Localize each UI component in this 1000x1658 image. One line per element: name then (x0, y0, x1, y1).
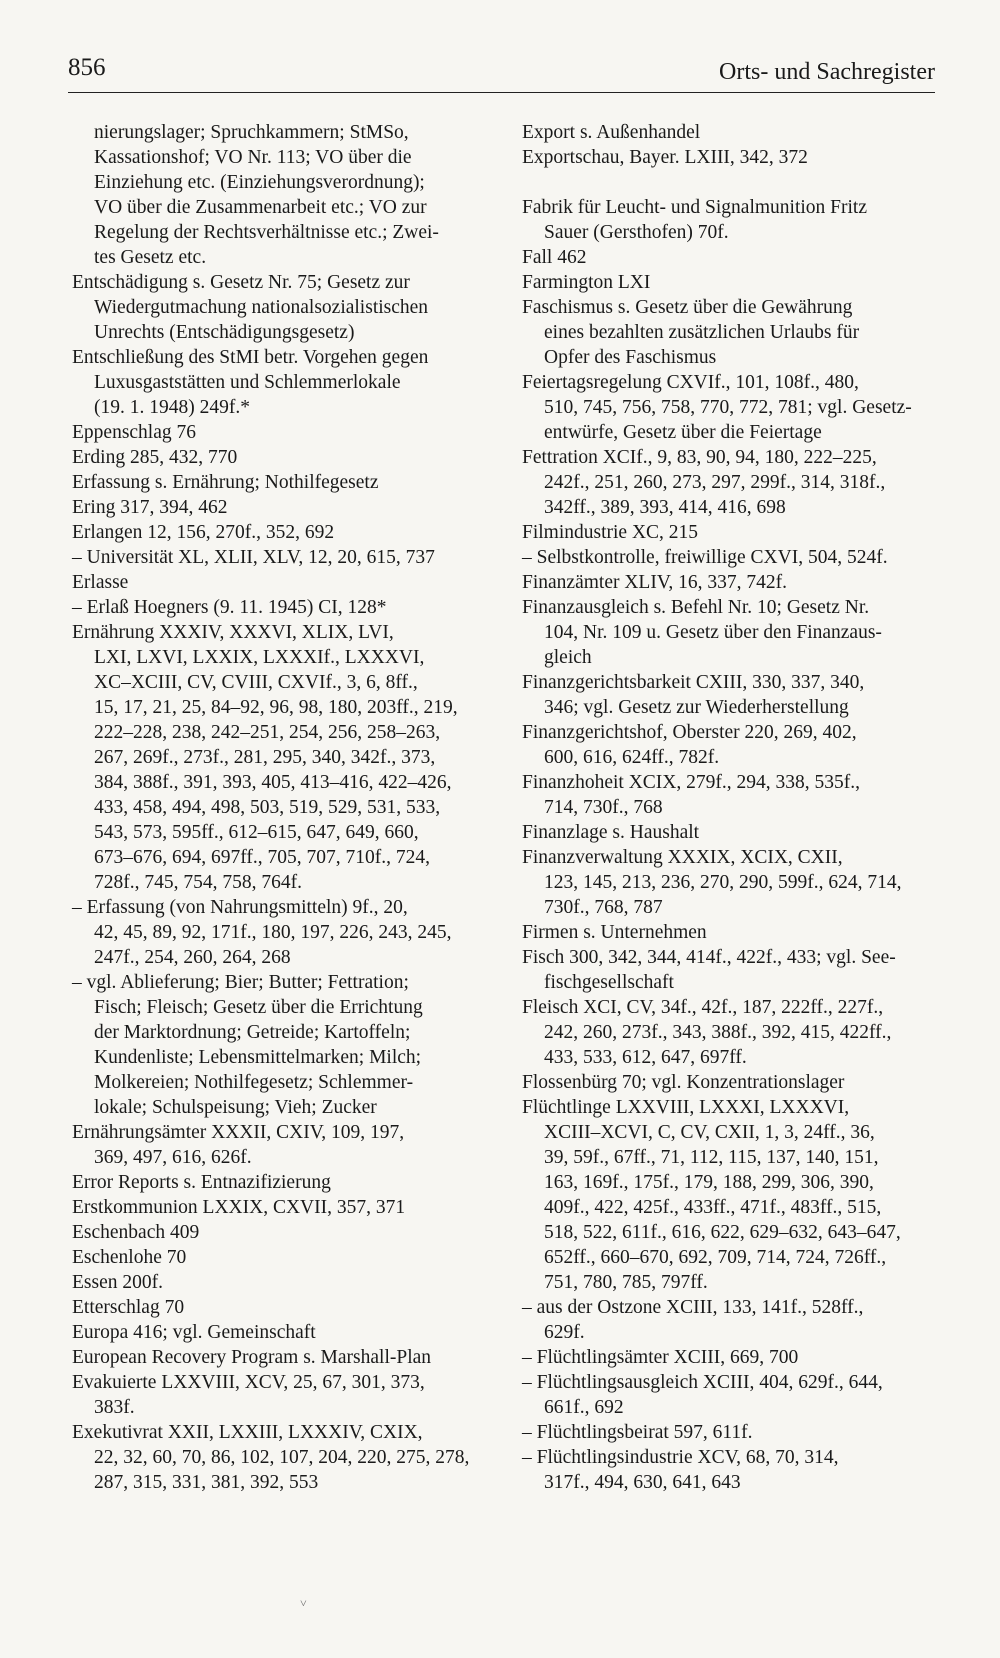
index-entry-line: – Flüchtlingsindustrie XCV, 68, 70, 314, (522, 1447, 839, 1468)
index-entry (72, 270, 482, 345)
index-entry (72, 1195, 482, 1220)
index-entry-line: Entschädigung s. Gesetz Nr. 75; Gesetz zur (72, 272, 410, 293)
index-entry-line: – Erfassung (von Nahrungsmitteln) 9f., 20, (72, 897, 408, 918)
index-entry-line: gleich (544, 647, 592, 668)
index-entry-line: 242f., 251, 260, 273, 297, 299f., 314, 318f., (544, 472, 886, 493)
index-entry (522, 1295, 938, 1345)
index-entry-line: nierungslager; Spruchkammern; StMSo, (94, 122, 409, 143)
index-entry-line: Finanzämter XLIV, 16, 337, 742f. (522, 572, 788, 593)
index-entry-line: Erfassung s. Ernährung; Nothilfegesetz (72, 472, 379, 493)
index-entry (522, 195, 938, 245)
index-entry-line: Fisch; Fleisch; Gesetz über die Errichtung (94, 997, 423, 1018)
index-entry (72, 1345, 482, 1370)
index-entry-line: 42, 45, 89, 92, 171f., 180, 197, 226, 243, 245, (94, 922, 452, 943)
index-entry-line: 728f., 745, 754, 758, 764f. (94, 872, 302, 893)
page-header (68, 52, 935, 93)
index-entry-line: Evakuierte LXXVIII, XCV, 25, 67, 301, 373, (72, 1372, 425, 1393)
index-entry-line: Entschließung des StMI betr. Vorgehen gegen (72, 347, 429, 368)
index-entry (522, 995, 938, 1070)
index-entry (522, 945, 938, 995)
running-title: Orts- und Sachregister (719, 59, 935, 85)
index-entry (72, 595, 482, 620)
index-entry-line: 714, 730f., 768 (544, 797, 663, 818)
index-entry-line: Finanzlage s. Haushalt (522, 822, 700, 843)
index-entry (72, 120, 482, 270)
index-entry (72, 545, 482, 570)
index-entry-line: Feiertagsregelung CXVIf., 101, 108f., 480, (522, 372, 859, 393)
index-entry-line: Filmindustrie XC, 215 (522, 522, 699, 543)
index-entry-line: Regelung der Rechtsverhältnisse etc.; Zwei- (94, 222, 439, 243)
index-entry-line: lokale; Schulspeisung; Vieh; Zucker (94, 1097, 377, 1118)
index-entry-line: 629f. (544, 1322, 585, 1343)
index-entry-line: Eschenbach 409 (72, 1222, 200, 1243)
index-entry (522, 295, 938, 370)
index-entry-line: 383f. (94, 1397, 135, 1418)
index-entry (72, 1270, 482, 1295)
index-entry-line: 433, 533, 612, 647, 697ff. (544, 1047, 747, 1068)
index-entry-line: Erlasse (72, 572, 129, 593)
index-entry (72, 620, 482, 895)
index-entry (522, 820, 938, 845)
index-entry (522, 595, 938, 670)
index-entry-line: Fleisch XCI, CV, 34f., 42f., 187, 222ff., 227f., (522, 997, 884, 1018)
index-entry-line: 267, 269f., 273f., 281, 295, 340, 342f., 373, (94, 747, 436, 768)
index-entry-line: Fall 462 (522, 247, 587, 268)
index-entry-line: Finanzgerichtshof, Oberster 220, 269, 402, (522, 722, 857, 743)
index-entry (72, 445, 482, 470)
index-entry (522, 570, 938, 595)
index-entry-line: 22, 32, 60, 70, 86, 102, 107, 204, 220, 275, 278, (94, 1447, 470, 1468)
index-entry-line: Sauer (Gersthofen) 70f. (544, 222, 729, 243)
index-entry (522, 1070, 938, 1095)
index-entry (522, 1445, 938, 1495)
section-gap (522, 170, 938, 195)
index-entry-line: Exportschau, Bayer. LXIII, 342, 372 (522, 147, 808, 168)
index-entry (522, 720, 938, 770)
index-entry-line: 15, 17, 21, 25, 84–92, 96, 98, 180, 203ff., 219, (94, 697, 458, 718)
index-column-left (72, 120, 482, 1495)
index-entry-line: 123, 145, 213, 236, 270, 290, 599f., 624, 714, (544, 872, 902, 893)
index-entry-line: Export s. Außenhandel (522, 122, 701, 143)
index-entry-line: European Recovery Program s. Marshall-Plan (72, 1347, 432, 1368)
index-entry (72, 1420, 482, 1495)
index-entry (72, 970, 482, 1120)
index-entry-line: Fettration XCIf., 9, 83, 90, 94, 180, 222–225, (522, 447, 877, 468)
index-entry-line: Ernährungsämter XXXII, CXIV, 109, 197, (72, 1122, 405, 1143)
index-entry (72, 895, 482, 970)
index-entry-line: 673–676, 694, 697ff., 705, 707, 710f., 724, (94, 847, 431, 868)
index-entry-line: XC–XCIII, CV, CVIII, CXVIf., 3, 6, 8ff., (94, 672, 418, 693)
index-entry-line: – Flüchtlingsbeirat 597, 611f. (522, 1422, 753, 1443)
index-entry-line: Finanzhoheit XCIX, 279f., 294, 338, 535f., (522, 772, 860, 793)
index-entry-line: – Selbstkontrolle, freiwillige CXVI, 504, 524f. (522, 547, 888, 568)
index-entry-line: Fabrik für Leucht- und Signalmunition Fritz (522, 197, 867, 218)
index-entry (522, 370, 938, 445)
index-entry-line: 730f., 768, 787 (544, 897, 663, 918)
index-entry-line: XCIII–XCVI, C, CV, CXII, 1, 3, 24ff., 36, (544, 1122, 875, 1143)
index-entry-line: Fisch 300, 342, 344, 414f., 422f., 433; vgl. See- (522, 947, 896, 968)
index-entry-line: Ering 317, 394, 462 (72, 497, 228, 518)
index-entry-line: – Flüchtlingsausgleich XCIII, 404, 629f., 644, (522, 1372, 883, 1393)
index-entry-line: tes Gesetz etc. (94, 247, 207, 268)
index-entry-line: Flüchtlinge LXXVIII, LXXXI, LXXXVI, (522, 1097, 850, 1118)
index-entry (522, 920, 938, 945)
index-entry-line: VO über die Zusammenarbeit etc.; VO zur (94, 197, 427, 218)
index-entry-line: der Marktordnung; Getreide; Kartoffeln; (94, 1022, 411, 1043)
index-entry-line: 163, 169f., 175f., 179, 188, 299, 306, 390, (544, 1172, 874, 1193)
index-entry-line: Europa 416; vgl. Gemeinschaft (72, 1322, 316, 1343)
index-entry-line: Erding 285, 432, 770 (72, 447, 238, 468)
index-entry-line: Firmen s. Unternehmen (522, 922, 707, 943)
index-entry-line: Opfer des Faschismus (544, 347, 717, 368)
index-entry (72, 1120, 482, 1170)
index-entry (522, 270, 938, 295)
index-entry-line: – aus der Ostzone XCIII, 133, 141f., 528ff., (522, 1297, 864, 1318)
index-entry-line: Finanzgerichtsbarkeit CXIII, 330, 337, 340, (522, 672, 865, 693)
index-entry (522, 520, 938, 545)
index-column-right (522, 120, 938, 1495)
index-entry-line: Exekutivrat XXII, LXXIII, LXXXIV, CXIX, (72, 1422, 423, 1443)
index-entry (522, 845, 938, 920)
index-entry-line: 247f., 254, 260, 264, 268 (94, 947, 291, 968)
index-entry (72, 495, 482, 520)
index-entry (72, 1170, 482, 1195)
index-entry-line: 287, 315, 331, 381, 392, 553 (94, 1472, 319, 1493)
index-entry (72, 520, 482, 545)
index-entry-line: 518, 522, 611f., 616, 622, 629–632, 643–647, (544, 1222, 901, 1243)
index-entry-line: Faschismus s. Gesetz über die Gewährung (522, 297, 853, 318)
index-entry-line: Etterschlag 70 (72, 1297, 185, 1318)
index-entry-line: Ernährung XXXIV, XXXVI, XLIX, LVI, (72, 622, 394, 643)
index-entry-line: 409f., 422, 425f., 433ff., 471f., 483ff., 515, (544, 1197, 882, 1218)
index-entry (72, 1245, 482, 1270)
index-entry-line: – vgl. Ablieferung; Bier; Butter; Fettration; (72, 972, 409, 993)
index-entry-line: Luxusgaststätten und Schlemmerlokale (94, 372, 401, 393)
index-entry (522, 1370, 938, 1420)
index-entry-line: – Erlaß Hoegners (9. 11. 1945) CI, 128* (72, 597, 387, 618)
index-entry-line: – Universität XL, XLII, XLV, 12, 20, 615, 737 (72, 547, 435, 568)
index-entry (522, 1095, 938, 1295)
index-entry-line: Error Reports s. Entnazifizierung (72, 1172, 331, 1193)
index-entry-line: Molkereien; Nothilfegesetz; Schlemmer- (94, 1072, 414, 1093)
index-entry (522, 120, 938, 145)
index-entry-line: entwürfe, Gesetz über die Feiertage (544, 422, 822, 443)
index-entry-line: Eschenlohe 70 (72, 1247, 187, 1268)
index-entry-line: 661f., 692 (544, 1397, 624, 1418)
index-entry-line: eines bezahlten zusätzlichen Urlaubs für (544, 322, 860, 343)
index-entry (72, 420, 482, 445)
index-entry (522, 1345, 938, 1370)
index-entry (72, 1320, 482, 1345)
index-entry (522, 770, 938, 820)
scan-speck-mark: ˅ (300, 1596, 307, 1610)
index-entry-line: Flossenbürg 70; vgl. Konzentrationslager (522, 1072, 845, 1093)
index-entry (72, 345, 482, 420)
index-entry-line: Kassationshof; VO Nr. 113; VO über die (94, 147, 412, 168)
index-entry-line: Finanzverwaltung XXXIX, XCIX, CXII, (522, 847, 843, 868)
index-entry-line: 39, 59f., 67ff., 71, 112, 115, 137, 140, 151, (544, 1147, 879, 1168)
index-entry-line: 369, 497, 616, 626f. (94, 1147, 252, 1168)
index-entry-line: 242, 260, 273f., 343, 388f., 392, 415, 422ff., (544, 1022, 892, 1043)
index-entry (72, 1220, 482, 1245)
index-entry (72, 1370, 482, 1420)
index-entry (522, 1420, 938, 1445)
index-entry-line: Unrechts (Entschädigungsgesetz) (94, 322, 355, 343)
index-entry-line: Wiedergutmachung nationalsozialistischen (94, 297, 429, 318)
index-entry-line: Erlangen 12, 156, 270f., 352, 692 (72, 522, 335, 543)
index-entry-line: Farmington LXI (522, 272, 651, 293)
index-entry-line: 222–228, 238, 242–251, 254, 256, 258–263, (94, 722, 441, 743)
index-entry-line: 346; vgl. Gesetz zur Wiederherstellung (544, 697, 849, 718)
index-entry-line: Eppenschlag 76 (72, 422, 197, 443)
index-entry-line: Erstkommunion LXXIX, CXVII, 357, 371 (72, 1197, 406, 1218)
index-entry-line: LXI, LXVI, LXXIX, LXXXIf., LXXXVI, (94, 647, 425, 668)
index-entry-line: Essen 200f. (72, 1272, 163, 1293)
index-entry-line: 104, Nr. 109 u. Gesetz über den Finanzaus- (544, 622, 882, 643)
index-entry (522, 445, 938, 520)
index-entry-line: 543, 573, 595ff., 612–615, 647, 649, 660, (94, 822, 419, 843)
page-number: 856 (68, 54, 106, 81)
index-entry-line: – Flüchtlingsämter XCIII, 669, 700 (522, 1347, 799, 1368)
index-entry-line: 652ff., 660–670, 692, 709, 714, 724, 726ff., (544, 1247, 887, 1268)
index-entry (522, 670, 938, 720)
index-entry-line: 384, 388f., 391, 393, 405, 413–416, 422–426, (94, 772, 452, 793)
index-entry-line: Finanzausgleich s. Befehl Nr. 10; Gesetz Nr. (522, 597, 870, 618)
index-entry-line: 751, 780, 785, 797ff. (544, 1272, 708, 1293)
index-entry-line: fischgesellschaft (544, 972, 674, 993)
index-entry-line: 342ff., 389, 393, 414, 416, 698 (544, 497, 786, 518)
index-entry-line: Einziehung etc. (Einziehungsverordnung); (94, 172, 425, 193)
index-entry-line: (19. 1. 1948) 249f.* (94, 397, 250, 418)
index-entry-line: 510, 745, 756, 758, 770, 772, 781; vgl. Gesetz- (544, 397, 912, 418)
index-entry (72, 470, 482, 495)
index-entry (522, 545, 938, 570)
index-entry-line: Kundenliste; Lebensmittelmarken; Milch; (94, 1047, 422, 1068)
index-entry (72, 1295, 482, 1320)
index-entry (522, 145, 938, 170)
index-entry (522, 245, 938, 270)
index-entry (72, 570, 482, 595)
index-entry-line: 317f., 494, 630, 641, 643 (544, 1472, 741, 1493)
index-entry-line: 600, 616, 624ff., 782f. (544, 747, 720, 768)
index-entry-line: 433, 458, 494, 498, 503, 519, 529, 531, 533, (94, 797, 441, 818)
